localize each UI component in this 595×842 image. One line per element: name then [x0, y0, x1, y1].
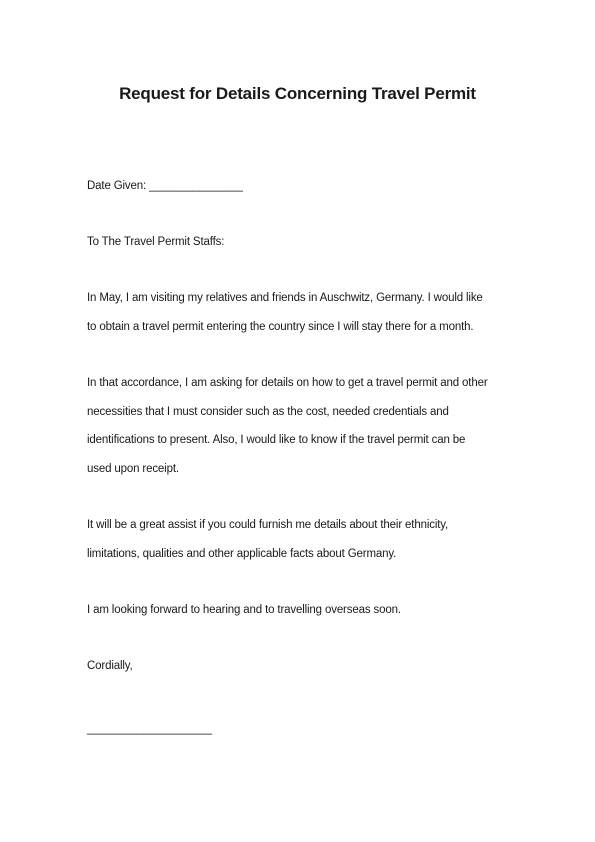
paragraph-3-line-1: It will be a great assist if you could furnish me details about their ethnicity, [87, 519, 449, 531]
paragraph-1-line-2: to obtain a travel permit entering the country since I will stay there for a month. [87, 321, 474, 333]
paragraph-4-line-1: I am looking forward to hearing and to travelling overseas soon. [87, 604, 401, 616]
paragraph-2-line-4: used upon receipt. [87, 463, 179, 475]
paragraph-1-line-1: In May, I am visiting my relatives and friends in Auschwitz, Germany. I would like [87, 292, 483, 304]
paragraph-2-line-2: necessities that I must consider such as the cost, needed credentials and [87, 406, 449, 418]
document-title: Request for Details Concerning Travel Permit [119, 84, 476, 103]
closing: Cordially, [87, 660, 133, 672]
paragraph-2-line-1: In that accordance, I am asking for details on how to get a travel permit and other [87, 377, 488, 389]
signature-line: ____________________ [87, 723, 212, 735]
paragraph-2-line-3: identifications to present. Also, I would like to know if the travel permit can be [87, 434, 466, 446]
date-line: Date Given: _______________ [87, 180, 243, 192]
salutation: To The Travel Permit Staffs: [87, 236, 225, 248]
paragraph-3-line-2: limitations, qualities and other applicable facts about Germany. [87, 548, 397, 560]
